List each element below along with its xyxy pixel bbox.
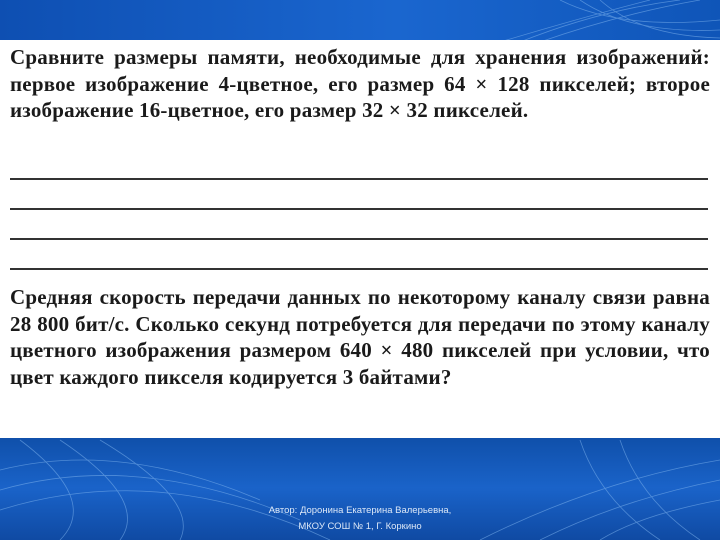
answer-line-1	[10, 178, 708, 180]
author-footer	[220, 503, 500, 535]
header-band	[0, 0, 720, 42]
author-line: Автор: Доронина Екатерина Валерьевна,	[268, 505, 452, 516]
answer-line-3	[10, 238, 708, 240]
task-1-text: Сравните размеры памяти, необходимые для хранения изображений: первое изображение 4-цветное, его размер 64 × 128 пикселей; второе изображение 16-цветное, его размер 32 × 32 пикселей.	[10, 45, 710, 122]
task-2-text: Средняя скорость передачи данных по некоторому каналу связи равна 28 800 бит/с. Сколько секунд потребуется для передачи по этому каналу цветного изображения размером 640 × 480 пикселей при условии, что цвет каждого пикселя кодируется 3 байтами?	[10, 285, 710, 389]
school-line: МКОУ СОШ № 1, Г. Коркино	[298, 521, 422, 532]
answer-line-4	[10, 268, 708, 270]
answer-line-2	[10, 208, 708, 210]
slide-content	[0, 40, 720, 438]
